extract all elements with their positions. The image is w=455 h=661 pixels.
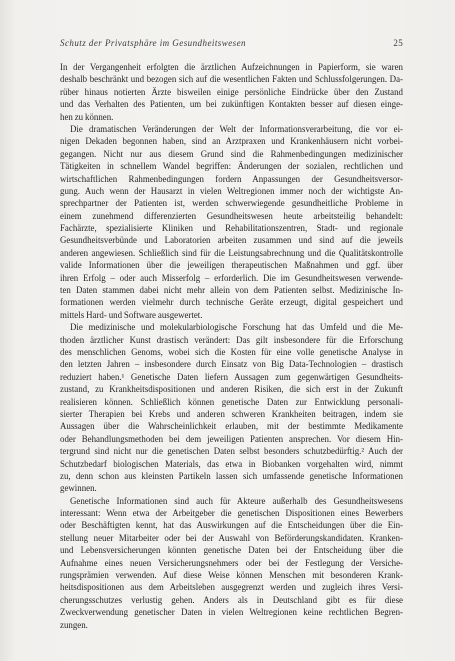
text-line: ten Daten stammen dabei nicht mehr allein von dem Patienten selbst. Medizinische In- bbox=[60, 285, 403, 296]
text-line: rungsprämien verwenden. Auf diese Weise können Menschen mit besonderen Krank- bbox=[60, 570, 403, 581]
text-line: zustand, zu Krankheitsdispositionen und anderen Risiken, die sich erst in der Zukunft bbox=[60, 384, 403, 395]
paragraph bbox=[60, 321, 403, 494]
text-line: valide Informationen über die jeweiligen therapeutischen Maßnahmen und ggf. über bbox=[60, 260, 403, 271]
text-line: ihren Erfolg – oder auch Misserfolg – erforderlich. Die im Gesundheitswesen verwende- bbox=[60, 272, 403, 283]
text-line: stellung neuer Mitarbeiter oder bei der Auswahl von Beförderungskandidaten. Kranken- bbox=[60, 532, 403, 543]
text-line: realisieren können. Schließlich können genetische Daten zur Entwicklung personali- bbox=[60, 396, 403, 407]
text-line: gung. Auch wenn der Hausarzt in vielen Weltregionen immer noch der wichtigste An- bbox=[60, 185, 403, 196]
text-line: reduziert haben.¹ Genetische Daten liefern Aussagen zum gegenwärtigen Gesundheits- bbox=[60, 371, 403, 382]
text-line: tergrund sind nicht nur die genetischen Daten selbst besonders schutzbedürftig.² Auch der bbox=[60, 446, 403, 457]
text-line: thoden ärztlicher Kunst drastisch verändert: Das gilt insbesondere für die Erforschung bbox=[60, 334, 403, 345]
text-line: rüber hinaus notierten Ärzte bisweilen einige persönliche Eindrücke über den Zustand bbox=[60, 86, 403, 97]
text-line: sierter Therapien bei Krebs und anderen schweren Krankheiten beitragen, indem sie bbox=[60, 408, 403, 419]
running-header bbox=[60, 37, 403, 49]
text-line: Fachärzte, spezialisierte Kliniken und Rehabilitationszentren, Stadt- und regionale bbox=[60, 223, 403, 234]
text-line: In der Vergangenheit erfolgten die ärztlichen Aufzeichnungen in Papierform, sie waren bbox=[60, 62, 403, 72]
paragraph bbox=[60, 61, 403, 123]
text-line: gegangen. Nicht nur aus diesem Grund sind die Rahmenbedingungen medizinischer bbox=[60, 148, 403, 159]
paragraph bbox=[60, 123, 403, 321]
text-line: den letzten Jahren – insbesondere durch Einsatz von Big Data-Technologien – drastisch bbox=[60, 359, 403, 370]
text-line: sprechpartner der Patienten ist, werden schwerwiegende gesundheitliche Probleme in bbox=[60, 198, 403, 209]
text-line: Genetische Informationen sind auch für Akteure außerhalb des Gesundheitswesens bbox=[70, 495, 403, 506]
text-line: mittels Hard- und Software ausgewertet. bbox=[60, 309, 203, 320]
text-line: des menschlichen Genoms, wobei sich die Kosten für eine volle genetische Analyse in bbox=[60, 346, 403, 357]
text-line: Die medizinische und molekularbiologische Forschung hat das Umfeld und die Me- bbox=[70, 322, 403, 333]
running-title: Schutz der Privatsphäre im Gesundheitswesen bbox=[60, 38, 246, 48]
text-line: Die dramatischen Veränderungen der Welt der Informationsverarbeitung, die vor ei- bbox=[70, 123, 403, 134]
text-line: heitsdispositionen aus dem Arbeitsleben ausgegrenzt werden und zugleich ihres Versi- bbox=[60, 582, 403, 593]
text-line: deshalb beschränkt und bezogen sich auf die wesentlichen Fakten und Schlussfolgerungen. Da- bbox=[60, 74, 403, 85]
text-line: interessant: Wenn etwa der Arbeitgeber die genetischen Dispositionen eines Bewerbers bbox=[60, 508, 403, 519]
text-line: nigen Dekaden begonnen haben, sind an Arztpraxen und Krankenhäusern nicht vorbei- bbox=[60, 136, 403, 147]
text-line: Aussagen über die Wahrscheinlichkeit erlauben, mit der bestimmte Medikamente bbox=[60, 421, 403, 432]
text-line: gewinnen. bbox=[60, 483, 97, 494]
text-line: wirtschaftlichen Rahmenbedingungen fordern Anpassungen der Gesundheitsversor- bbox=[60, 173, 403, 184]
text-line: zu, denn schon aus kleinsten Partikeln lassen sich umfassende genetische Informationen bbox=[60, 470, 403, 481]
text-line: oder Behandlungsmethoden bei dem jeweiligen Patienten ansprechen. Vor diesem Hin- bbox=[60, 433, 403, 444]
text-line: und Lebensversicherungen könnten genetische Daten bei der Entscheidung über die bbox=[60, 545, 403, 556]
page-number: 25 bbox=[393, 38, 403, 48]
text-line: Schutzbedarf biologischen Materials, das etwa in Biobanken vorgehalten wird, nimmt bbox=[60, 458, 403, 469]
text-line: zungen. bbox=[60, 619, 88, 630]
text-line: Gesundheitsverbünde und Laboratorien arbeiten zusammen und sind auf die jeweils bbox=[60, 235, 403, 246]
paragraph bbox=[60, 495, 403, 631]
text-line: Tätigkeiten in schnellem Wandel begriffen: Änderungen der sozialen, rechtlichen und bbox=[60, 161, 403, 172]
text-line: formationen werden vielmehr durch technische Geräte erzeugt, digital gespeichert und bbox=[60, 297, 403, 308]
body-text bbox=[60, 61, 403, 631]
text-line: hen zu können. bbox=[60, 111, 114, 122]
text-line: und das Verhalten des Patienten, um bei zukünftigen Kontakten besser auf diesen einge- bbox=[60, 99, 403, 110]
text-line: oder Beschäftigten kennt, hat das Auswirkungen auf die Entscheidungen über die Ein- bbox=[60, 520, 403, 531]
text-line: Zweckverwendung genetischer Daten in vielen Weltregionen keine rechtlichen Begren- bbox=[60, 607, 403, 618]
text-line: cherungsschutzes verlustig gehen. Anders als in Deutschland gibt es für diese bbox=[60, 594, 403, 605]
text-line: Aufnahme eines neuen Versicherungsnehmers oder bei der Festlegung der Versiche- bbox=[60, 557, 403, 568]
text-line: einem zunehmend differenzierten Gesundheitswesen heute arbeitsteilig behandelt: bbox=[60, 210, 403, 221]
text-line: anderen angewiesen. Schließlich sind für die Leistungsabrechnung und die Qualitätskontrolle bbox=[60, 247, 403, 258]
